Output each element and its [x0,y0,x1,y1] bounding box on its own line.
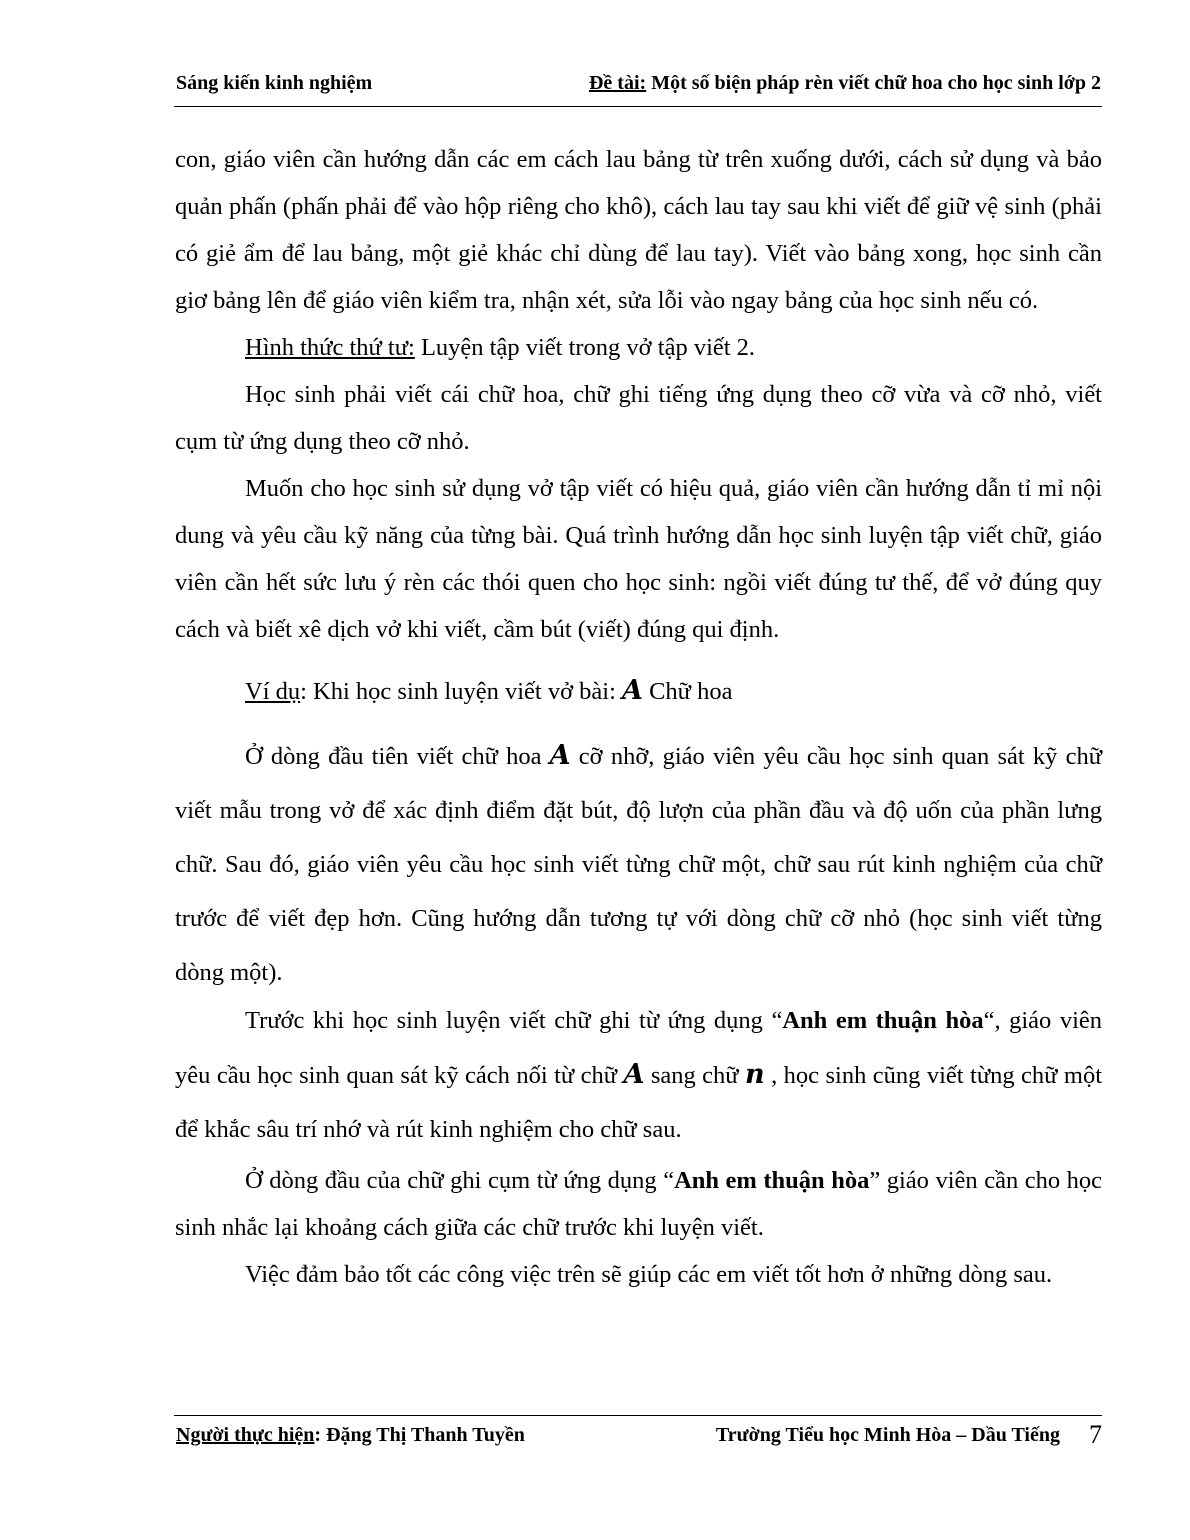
example-text: : Khi học sinh luyện viết vở bài: [300,678,623,705]
p7-text-c: sang chữ [644,1062,746,1089]
example-tail: Chữ hoa [642,678,733,705]
method-text: Luyện tập viết trong vở tập viết 2. [414,334,756,361]
paragraph-6 [175,729,1102,1000]
p7-text-d: , học sinh cũng viết từng chữ một để khắc sâu trí nhớ và rút kinh nghiệm cho chữ sau. [175,1062,1102,1143]
p6-text-a: Ở dòng đầu tiên viết chữ hoa [245,743,550,770]
page-header [174,72,1102,107]
paragraph-2 [175,324,1102,371]
paragraph-3: Học sinh phải viết cái chữ hoa, chữ ghi tiếng ứng dụng theo cỡ vừa và cỡ nhỏ, viết cụm từ ứng dụng theo cỡ nhỏ. [175,381,1102,455]
footer-author [176,1424,525,1447]
author-label: Người thực hiện [176,1424,315,1446]
header-left: Sáng kiến kinh nghiệm [176,72,373,94]
script-letter-n: n [745,1059,765,1090]
header-topic [589,72,1101,95]
p8-bold-phrase: Anh em thuận hòa [674,1167,870,1194]
script-letter-a: A [623,1059,645,1090]
document-body [175,136,1102,1298]
author-name: : Đặng Thị Thanh Tuyền [314,1424,525,1446]
p7-text-b: “, giáo viên yêu cầu học sinh quan sát kỹ cách nối từ chữ [175,1007,1102,1089]
paragraph-example [175,667,1102,715]
p7-bold-phrase: Anh em thuận hòa [782,1007,984,1034]
method-label: Hình thức thứ tư: [245,334,415,361]
p8-text-a: Ở dòng đầu của chữ ghi cụm từ ứng dụng “ [245,1167,675,1194]
p7-text-a: Trước khi học sinh luyện viết chữ ghi từ ứng dụng “ [245,1007,783,1034]
example-label: Ví dụ [245,678,301,705]
script-letter-a: A [549,740,571,771]
paragraph-7 [175,994,1102,1157]
footer-school: Trường Tiểu học Minh Hòa – Dầu Tiếng [715,1424,1060,1446]
script-letter-a: A [622,675,643,706]
page-footer [174,1415,1102,1456]
p6-text-b: cỡ nhỡ, giáo viên yêu cầu học sinh quan sát kỹ chữ viết mẫu trong vở để xác định điểm đặt bút, độ lượn của phần đầu và độ uốn của phần lưng chữ. Sau đó, giáo viên yêu cầu học sinh viết từng chữ một, chữ sau rút kinh nghiệm của chữ trước để viết đẹp hơn. Cũng hướng dẫn tương tự với dòng chữ cỡ nhỏ (học sinh viết từng dòng một). [175,743,1102,986]
p8-text-b: ” giáo viên cần cho học sinh nhắc lại khoảng cách giữa các chữ trước khi luyện viết. [175,1167,1103,1241]
topic-text: Một số biện pháp rèn viết chữ hoa cho học sinh lớp 2 [646,72,1101,94]
page-number: 7 [1089,1420,1102,1449]
topic-label: Đề tài: [588,72,647,94]
paragraph-8 [175,1157,1102,1251]
paragraph-4: Muốn cho học sinh sử dụng vở tập viết có hiệu quả, giáo viên cần hướng dẫn tỉ mỉ nội dung và yêu cầu kỹ năng của từng bài. Quá trình hướng dẫn học sinh luyện tập viết chữ, giáo viên cần hết sức lưu ý rèn các thói quen cho học sinh: ngồi viết đúng tư thế, để vở đúng quy cách và biết xê dịch vở khi viết, cầm bút (viết) đúng qui định. [175,475,1102,643]
paragraph-9: Việc đảm bảo tốt các công việc trên sẽ giúp các em viết tốt hơn ở những dòng sau. [245,1261,1053,1288]
paragraph-1: con, giáo viên cần hướng dẫn các em cách lau bảng từ trên xuống dưới, cách sử dụng và bảo quản phấn (phấn phải để vào hộp riêng cho khô), cách lau tay sau khi viết để giữ vệ sinh (phải có giẻ ẩm để lau bảng, một giẻ khác chỉ dùng để lau tay). Viết vào bảng xong, học sinh cần giơ bảng lên để giáo viên kiểm tra, nhận xét, sửa lỗi vào ngay bảng của học sinh nếu có. [175,146,1102,314]
